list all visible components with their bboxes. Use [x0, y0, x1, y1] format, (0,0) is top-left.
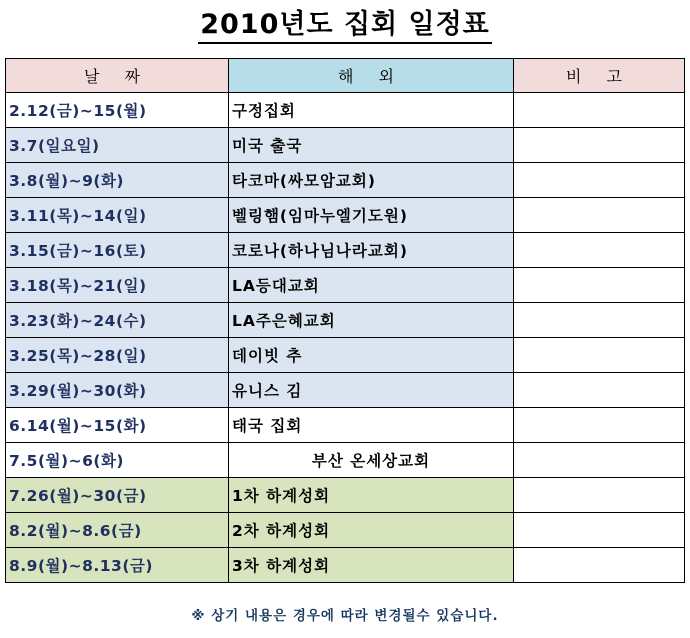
row-place: 데이빗 추 [229, 338, 514, 373]
row-place: 구정집회 [229, 93, 514, 128]
schedule-row [6, 338, 685, 373]
row-place: 미국 출국 [229, 128, 514, 163]
page-title: 2010년도 집회 일정표 [198, 8, 492, 44]
row-note [514, 93, 685, 128]
row-date: 3.23(화)~24(수) [6, 303, 229, 338]
row-date: 3.15(금)~16(토) [6, 233, 229, 268]
header-note: 비 고 [514, 59, 685, 93]
row-note [514, 303, 685, 338]
row-note [514, 443, 685, 478]
row-date: 3.7(일요일) [6, 128, 229, 163]
footnote: ※ 상기 내용은 경우에 따라 변경될수 있습니다. [191, 608, 499, 624]
row-place: 코로나(하나님나라교회) [229, 233, 514, 268]
row-date: 3.29(월)~30(화) [6, 373, 229, 408]
row-place: 부산 온세상교회 [229, 443, 514, 478]
schedule-row [6, 163, 685, 198]
row-note [514, 233, 685, 268]
row-note [514, 478, 685, 513]
header-row [6, 59, 685, 93]
row-date: 8.2(월)~8.6(금) [6, 513, 229, 548]
row-note [514, 408, 685, 443]
header-date: 날 짜 [6, 59, 229, 93]
schedule-table [5, 58, 685, 583]
row-note [514, 338, 685, 373]
schedule-row [6, 93, 685, 128]
row-note [514, 548, 685, 583]
row-date: 8.9(월)~8.13(금) [6, 548, 229, 583]
schedule-row [6, 548, 685, 583]
row-note [514, 513, 685, 548]
row-date: 7.5(월)~6(화) [6, 443, 229, 478]
row-date: 3.8(월)~9(화) [6, 163, 229, 198]
schedule-row [6, 268, 685, 303]
schedule-row [6, 303, 685, 338]
schedule-row [6, 478, 685, 513]
row-place: 벨링햄(임마누엘기도원) [229, 198, 514, 233]
schedule-row [6, 373, 685, 408]
row-note [514, 268, 685, 303]
row-date: 2.12(금)~15(월) [6, 93, 229, 128]
row-date: 3.18(목)~21(일) [6, 268, 229, 303]
row-place: 2차 하계성회 [229, 513, 514, 548]
row-place: 유니스 김 [229, 373, 514, 408]
row-note [514, 198, 685, 233]
schedule-row [6, 128, 685, 163]
row-place: 타코마(싸모암교회) [229, 163, 514, 198]
row-place: 3차 하계성회 [229, 548, 514, 583]
row-place: LA주은혜교회 [229, 303, 514, 338]
schedule-row [6, 233, 685, 268]
row-place: 태국 집회 [229, 408, 514, 443]
row-date: 6.14(월)~15(화) [6, 408, 229, 443]
title-wrap [0, 8, 690, 44]
row-note [514, 373, 685, 408]
row-place: 1차 하계성회 [229, 478, 514, 513]
header-place: 해 외 [229, 59, 514, 93]
schedule-row [6, 408, 685, 443]
schedule-row [6, 513, 685, 548]
schedule-row [6, 198, 685, 233]
schedule-row [6, 443, 685, 478]
row-date: 3.25(목)~28(일) [6, 338, 229, 373]
row-date: 7.26(월)~30(금) [6, 478, 229, 513]
row-note [514, 163, 685, 198]
row-date: 3.11(목)~14(일) [6, 198, 229, 233]
row-note [514, 128, 685, 163]
row-place: LA등대교회 [229, 268, 514, 303]
